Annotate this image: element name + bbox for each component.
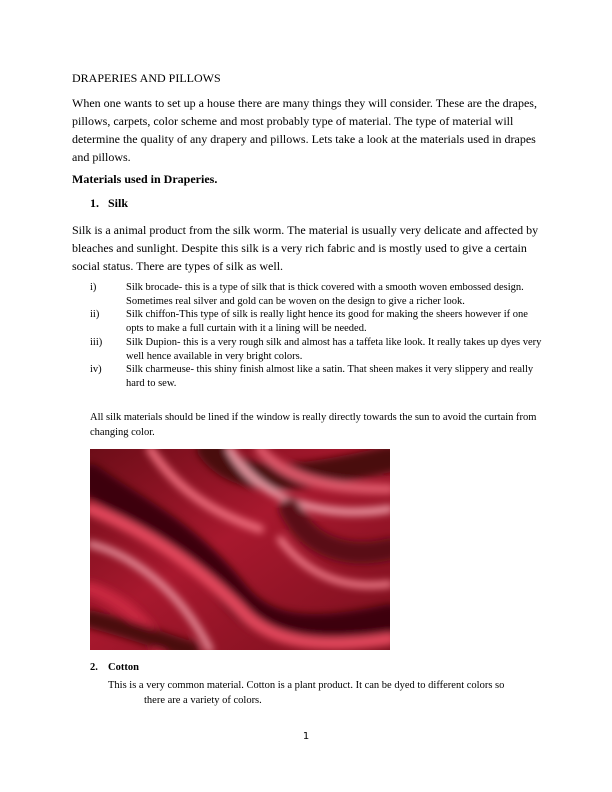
silk-closing-paragraph: All silk materials should be lined if the window is really directly towards the sun to avoid the curtain from changing color.: [90, 412, 537, 438]
silk-heading: [90, 196, 128, 211]
cotton-line-2: there are a variety of colors.: [144, 695, 262, 706]
list-item-text: Silk Dupion- this is a very rough silk and almost has a taffeta like look. It really takes up dyes very well hence available in very bright colors.: [126, 336, 542, 362]
list-item-text: Silk charmeuse- this shiny finish almost like a satin. That sheen makes it very slippery and really hard to sew.: [126, 364, 534, 389]
section-heading: Materials used in Draperies.: [72, 172, 218, 186]
silk-number: 1.: [90, 196, 99, 210]
silk-paragraph: Silk is a animal product from the silk worm. The material is usually very delicate and affected by bleaches and sunlight. Despite this silk is a very rich fabric and is mostly used to give a certain social status. There are types of silk as well.: [72, 223, 539, 273]
page-number: 1: [302, 731, 310, 742]
intro-paragraph: When one wants to set up a house there are many things they will consider. These are the drapes, pillows, carpets, color scheme and most probably type of material. The type of material will determine the quality of any drapery and pillows. Lets take a look at the materials used in drapes and pillows.: [72, 96, 537, 164]
list-numeral: iv): [90, 364, 102, 376]
red-silk-image: [90, 449, 390, 650]
list-numeral: i): [90, 282, 97, 293]
list-item: [90, 281, 542, 308]
cotton-heading: [90, 662, 139, 673]
cotton-number: 2.: [90, 662, 98, 673]
list-item: [90, 363, 542, 390]
list-item: [90, 336, 542, 363]
silk-heading-text: Silk: [108, 196, 129, 210]
cotton-heading-text: Cotton: [108, 662, 139, 673]
list-item-text: Silk chiffon-This type of silk is really light hence its good for making the sheers however if one opts to make a full curtain with it a lining will be needed.: [126, 309, 528, 335]
list-item-text: Silk brocade- this is a type of silk that is thick covered with a smooth woven embossed design. Sometimes real silver and gold can be woven on the design to give a richer look.: [126, 282, 524, 307]
cotton-line-1: This is a very common material. Cotton is a plant product. It can be dyed to different colors so: [108, 680, 505, 691]
silk-types-list: [90, 281, 542, 391]
document-title: DRAPERIES AND PILLOWS: [72, 71, 221, 85]
list-numeral: iii): [90, 336, 103, 348]
cotton-paragraph: [108, 678, 548, 708]
list-item: [90, 308, 542, 335]
list-numeral: ii): [90, 309, 100, 321]
